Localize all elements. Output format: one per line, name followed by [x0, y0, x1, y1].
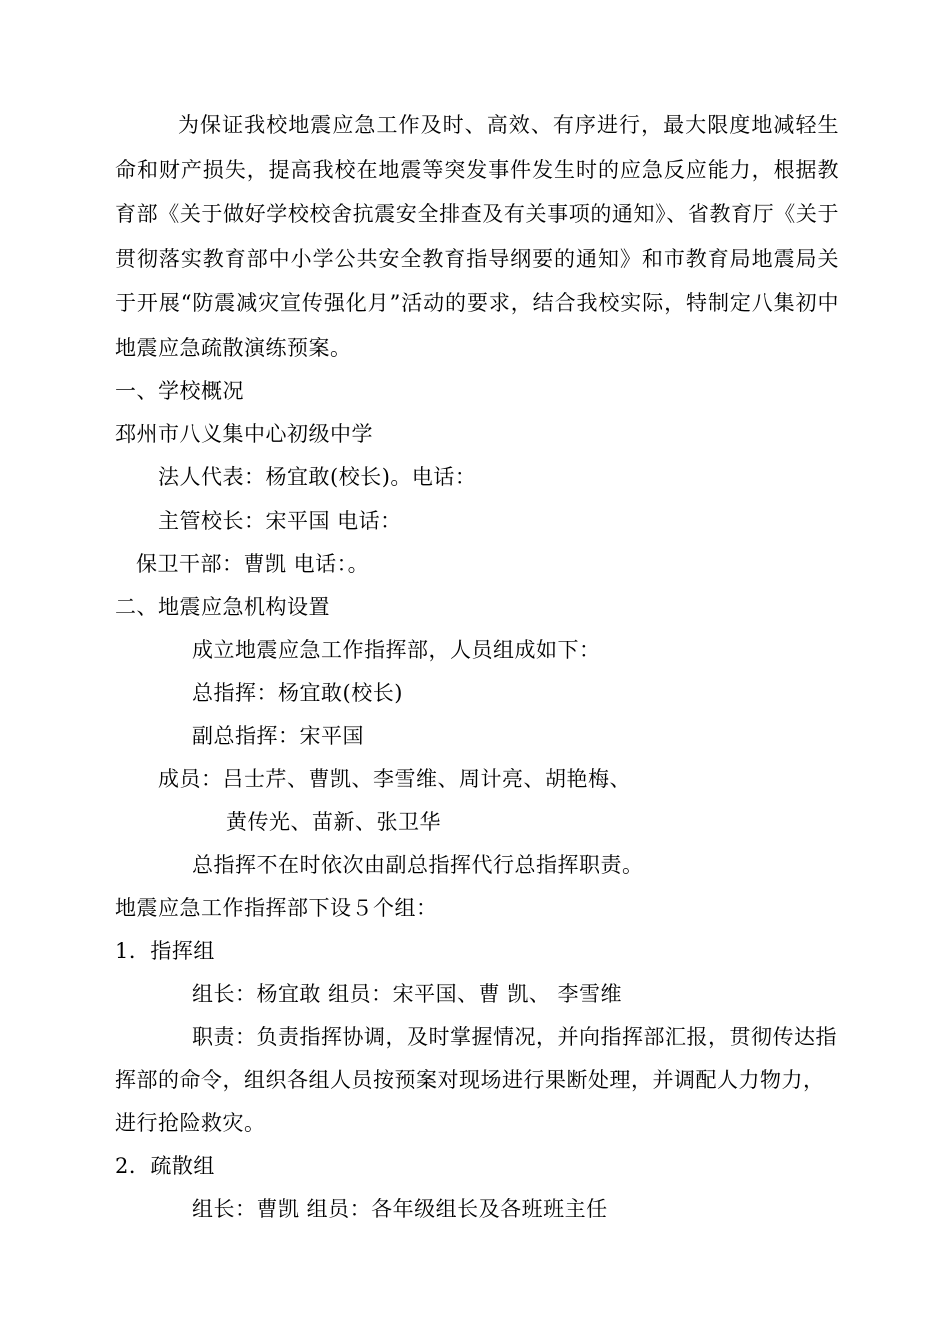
- command-group-duty-line-1: 职责：负责指挥协调，及时掌握情况，并向指挥部汇报，贯彻传达指: [192, 1025, 837, 1049]
- commander: 总指挥：杨宜敢(校长): [192, 681, 403, 705]
- command-setup: 成立地震应急工作指挥部，人员组成如下：: [192, 638, 601, 662]
- vice-commander: 副总指挥：宋平国: [192, 724, 364, 748]
- group-heading-evacuation: 2．疏散组: [115, 1154, 215, 1178]
- intro-paragraph: 为保证我校地震应急工作及时、高效、有序进行，最大限度地减轻生命和财产损失，提高我校在地震等突发事件发生时的应急反应能力，根据教育部《关于做好学校校舍抗震安全排查及有关事项的通知》、省教育厅《关于贯彻落实教育部中小学公共安全教育指导纲要的通知》和市教育局地震局关于开展“防震减灾宣传强化月”活动的要求，结合我校实际，特制定八集初中地震应急疏散演练预案。: [115, 113, 839, 360]
- deputy-rule: 总指挥不在时依次由副总指挥代行总指挥职责。: [192, 853, 644, 877]
- members-line-1: 成员：吕士芹、曹凯、李雪维、周计亮、胡艳梅、: [158, 767, 631, 791]
- groups-intro: 地震应急工作指挥部下设５个组：: [115, 896, 438, 920]
- security-officer: 保卫干部：曹凯 电话：。: [136, 552, 370, 576]
- command-group-members: 组长：杨宜敢 组员：宋平国、曹 凯、 李雪维: [192, 982, 623, 1006]
- group-heading-command: 1．指挥组: [115, 939, 215, 963]
- legal-representative: 法人代表：杨宜敢(校长)。电话：: [158, 465, 477, 489]
- members-line-2: 黄传光、苗新、张卫华: [226, 810, 441, 834]
- evacuation-group-members: 组长：曹凯 组员：各年级组长及各班班主任: [192, 1197, 608, 1221]
- principal-in-charge: 主管校长：宋平国 电话：: [158, 509, 402, 533]
- section-heading-organization: 二、地震应急机构设置: [115, 595, 330, 619]
- command-group-duty-line-3: 进行抢险救灾。: [115, 1111, 266, 1135]
- school-name: 邳州市八义集中心初级中学: [115, 422, 373, 446]
- command-group-duty-line-2: 挥部的命令，组织各组人员按预案对现场进行果断处理，并调配人力物力，: [115, 1068, 825, 1092]
- section-heading-school-overview: 一、学校概况: [115, 379, 244, 403]
